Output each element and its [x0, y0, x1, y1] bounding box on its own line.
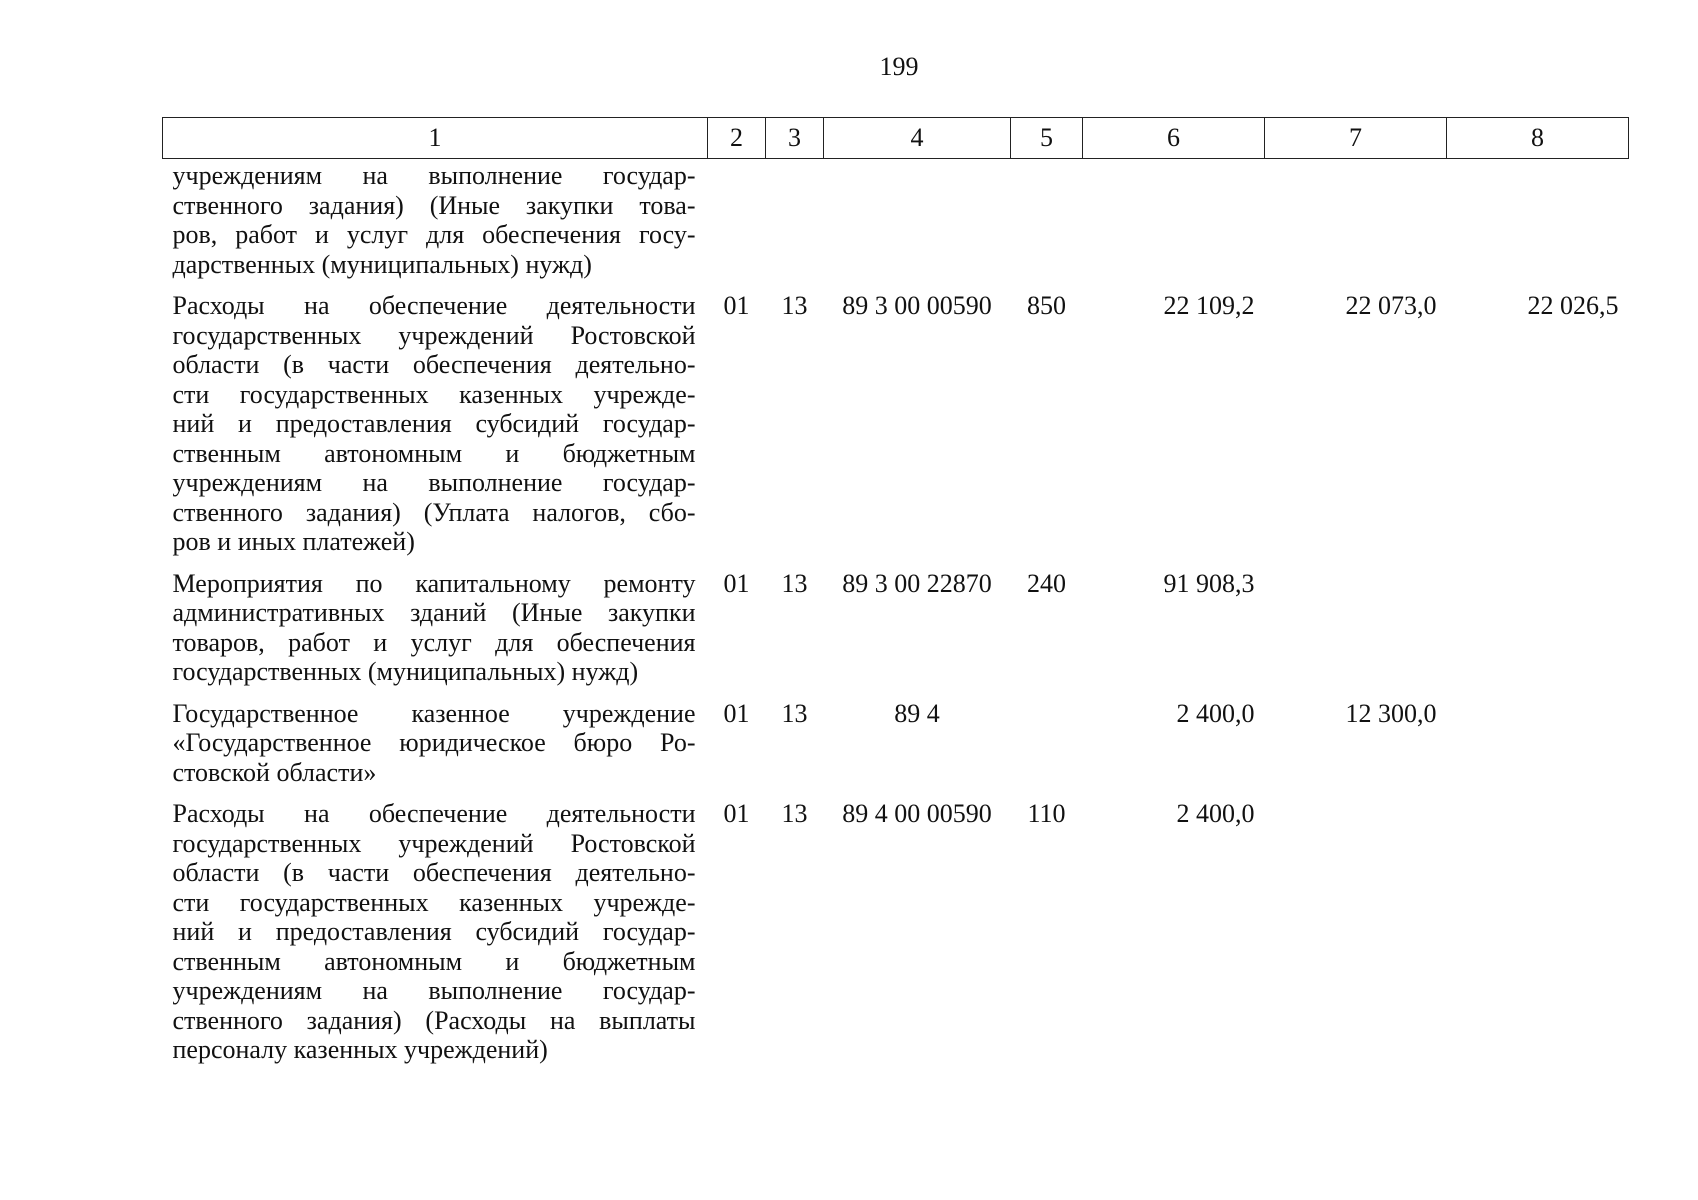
amount-col-6: 22 109,2 — [1163, 291, 1255, 320]
description-line: учреждениям на выполнение государ- — [172, 468, 696, 497]
header-row — [163, 118, 1629, 159]
subsection-code: 13 — [781, 698, 808, 728]
description-line: ственного задания) (Уплата налогов, сбо- — [172, 497, 696, 527]
amount-col-7 — [1265, 569, 1447, 699]
column-header-2: 2 — [708, 118, 766, 159]
description-line: «Государственное юридическое бюро Ро- — [172, 728, 696, 757]
description-line: учреждениям на выполнение государ- — [172, 976, 696, 1005]
column-header-6: 6 — [1083, 118, 1265, 159]
amount-col-7: 22 073,0 — [1345, 291, 1437, 320]
column-header-3: 3 — [766, 118, 824, 159]
subsection-code — [766, 159, 824, 292]
table-header — [163, 118, 1629, 159]
amount-col-7: 12 300,0 — [1345, 698, 1437, 728]
expense-type-code: 240 — [1027, 568, 1066, 598]
amount-col-8 — [1447, 799, 1629, 1077]
description-line: Расходы на обеспечение деятельности — [172, 799, 696, 828]
row-description — [163, 291, 708, 569]
target-article-code: 89 4 00 00590 — [842, 799, 992, 828]
row-description — [163, 159, 708, 292]
description-line: сти государственных казенных учрежде- — [172, 887, 696, 917]
column-header-8: 8 — [1447, 118, 1629, 159]
column-header-4: 4 — [824, 118, 1011, 159]
section-code: 01 — [723, 698, 750, 728]
description-line: учреждениям на выполнение государ- — [172, 161, 696, 190]
description-line: ров и иных платежей) — [172, 527, 415, 556]
amount-col-8 — [1447, 159, 1629, 292]
target-article-code: 89 4 — [894, 698, 940, 728]
section-code — [708, 159, 766, 292]
subsection-code: 13 — [781, 291, 808, 320]
description-line: дарственных (муниципальных) нужд) — [172, 249, 592, 279]
amount-col-7 — [1265, 799, 1447, 1077]
description-line: персоналу казенных учреждений) — [172, 1035, 548, 1064]
description-line: ний и предоставления субсидий государ- — [172, 409, 696, 438]
column-header-7: 7 — [1265, 118, 1447, 159]
amount-col-6: 91 908,3 — [1163, 568, 1255, 598]
column-header-5: 5 — [1011, 118, 1083, 159]
description-line: ственного задания) (Расходы на выплаты — [172, 1005, 696, 1035]
expense-type-code — [1011, 699, 1083, 800]
amount-col-7 — [1265, 159, 1447, 292]
description-line: государственных учреждений Ростовской — [172, 320, 696, 350]
description-line: области (в части обеспечения деятельно- — [172, 350, 696, 379]
description-line: государственных (муниципальных) нужд) — [172, 657, 639, 686]
target-article-code: 89 3 00 22870 — [842, 568, 992, 598]
amount-col-6: 2 400,0 — [1176, 799, 1255, 828]
description-line: ний и предоставления субсидий государ- — [172, 917, 696, 946]
subsection-code: 13 — [781, 568, 808, 598]
target-article-code — [824, 159, 1011, 292]
expense-type-code: 110 — [1027, 799, 1066, 828]
budget-table — [162, 117, 1629, 1077]
description-line: ственным автономным и бюджетным — [172, 946, 696, 976]
subsection-code: 13 — [781, 799, 808, 828]
table-row — [163, 569, 1629, 699]
description-line: Государственное казенное учреждение — [172, 698, 696, 728]
description-line: ственным автономным и бюджетным — [172, 438, 696, 468]
table-row — [163, 699, 1629, 800]
table-body — [163, 159, 1629, 1077]
row-description — [163, 569, 708, 699]
amount-col-6: 2 400,0 — [1176, 698, 1255, 728]
table-row — [163, 159, 1629, 292]
amount-col-8: 22 026,5 — [1527, 291, 1619, 320]
description-line: сти государственных казенных учрежде- — [172, 379, 696, 409]
description-line: Расходы на обеспечение деятельности — [172, 291, 696, 320]
section-code: 01 — [723, 291, 750, 320]
section-code: 01 — [723, 799, 750, 828]
description-line: стовской области» — [172, 757, 377, 787]
amount-col-6 — [1083, 159, 1265, 292]
target-article-code: 89 3 00 00590 — [842, 291, 992, 320]
description-line: административных зданий (Иные закупки — [172, 598, 696, 627]
description-line: ров, работ и услуг для обеспечения госу- — [172, 220, 696, 249]
table-row — [163, 799, 1629, 1077]
section-code: 01 — [723, 568, 750, 598]
description-line: ственного задания) (Иные закупки това- — [172, 190, 696, 220]
table-row — [163, 291, 1629, 569]
description-line: области (в части обеспечения деятельно- — [172, 858, 696, 887]
amount-col-8 — [1447, 699, 1629, 800]
page-number: 199 — [879, 52, 919, 81]
description-line: Мероприятия по капитальному ремонту — [172, 568, 696, 598]
description-line: государственных учреждений Ростовской — [172, 828, 696, 858]
amount-col-8 — [1447, 569, 1629, 699]
expense-type-code: 850 — [1027, 291, 1066, 320]
row-description — [163, 799, 708, 1077]
expense-type-code — [1011, 159, 1083, 292]
column-header-1: 1 — [163, 118, 708, 159]
description-line: товаров, работ и услуг для обеспечения — [172, 627, 696, 657]
row-description — [163, 699, 708, 800]
